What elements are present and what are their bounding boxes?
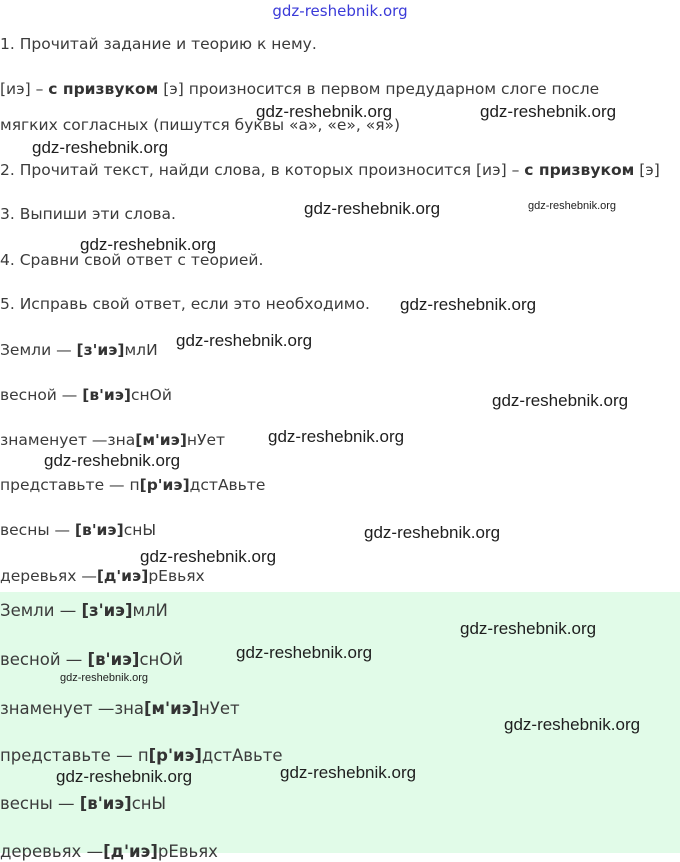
watermark: gdz-reshebnik.org: [60, 672, 149, 684]
watermark: gdz-reshebnik.org: [140, 547, 277, 566]
task-1: 1. Прочитай задание и теорию к нему.: [0, 35, 317, 53]
task-3: 3. Выпиши эти слова.: [0, 205, 176, 223]
watermark: gdz-reshebnik.org: [268, 427, 405, 446]
watermark: gdz-reshebnik.org: [492, 391, 629, 410]
answer-row-highlighted: Земли — [з'иэ]млИ: [0, 601, 168, 620]
theory-line-1: [0, 79, 599, 99]
watermark: gdz-reshebnik.org: [400, 295, 537, 314]
task-2-part1: 2. Прочитай текст, найди слова, в которых произносится [иэ] –: [0, 161, 525, 179]
theory-part1: [иэ] –: [0, 80, 49, 98]
watermark: gdz-reshebnik.org: [528, 200, 617, 212]
site-header-link[interactable]: gdz-reshebnik.org: [272, 2, 408, 20]
answer-row: знаменует —зна[м'иэ]нУет: [0, 431, 226, 449]
answer-row-highlighted: представьте — п[р'иэ]дстАвьте: [0, 746, 283, 765]
watermark: gdz-reshebnik.org: [176, 331, 313, 350]
watermark: gdz-reshebnik.org: [32, 138, 169, 157]
watermark: gdz-reshebnik.org: [56, 767, 193, 786]
watermark: gdz-reshebnik.org: [280, 763, 417, 782]
task-5: 5. Исправь свой ответ, если это необходимо.: [0, 295, 370, 313]
theory-bold: с призвуком: [48, 80, 159, 98]
theory-part2: [э] произносится в первом предударном слоге после: [158, 80, 600, 98]
watermark: gdz-reshebnik.org: [44, 451, 181, 470]
watermark: gdz-reshebnik.org: [236, 643, 373, 662]
task-4: 4. Сравни свой ответ с теорией.: [0, 251, 264, 269]
watermark: gdz-reshebnik.org: [80, 235, 217, 254]
answer-row: деревьях —[д'иэ]рЕвьях: [0, 567, 205, 585]
answer-row: весны — [в'иэ]снЫ: [0, 521, 157, 539]
answer-row-highlighted: весной — [в'иэ]снОй: [0, 650, 184, 669]
watermark: gdz-reshebnik.org: [480, 102, 617, 121]
task-2-part2: [э]: [634, 161, 660, 179]
answer-row: представьте — п[р'иэ]дстАвьте: [0, 476, 266, 494]
watermark: gdz-reshebnik.org: [256, 102, 393, 121]
task-2-bold: с призвуком: [524, 161, 635, 179]
answer-row-highlighted: весны — [в'иэ]снЫ: [0, 794, 167, 813]
theory-line-2: мягких согласных (пишутся буквы «а», «е», «я»): [0, 116, 401, 134]
watermark: gdz-reshebnik.org: [304, 199, 441, 218]
watermark: gdz-reshebnik.org: [364, 523, 501, 542]
answer-row: Земли — [з'иэ]млИ: [0, 341, 158, 359]
answer-row: весной — [в'иэ]снОй: [0, 386, 172, 404]
answer-row-highlighted: знаменует —зна[м'иэ]нУет: [0, 699, 240, 718]
watermark: gdz-reshebnik.org: [460, 619, 597, 638]
answer-row-highlighted: деревьях —[д'иэ]рЕвьях: [0, 842, 218, 861]
watermark: gdz-reshebnik.org: [504, 715, 641, 734]
task-2: [0, 160, 660, 180]
